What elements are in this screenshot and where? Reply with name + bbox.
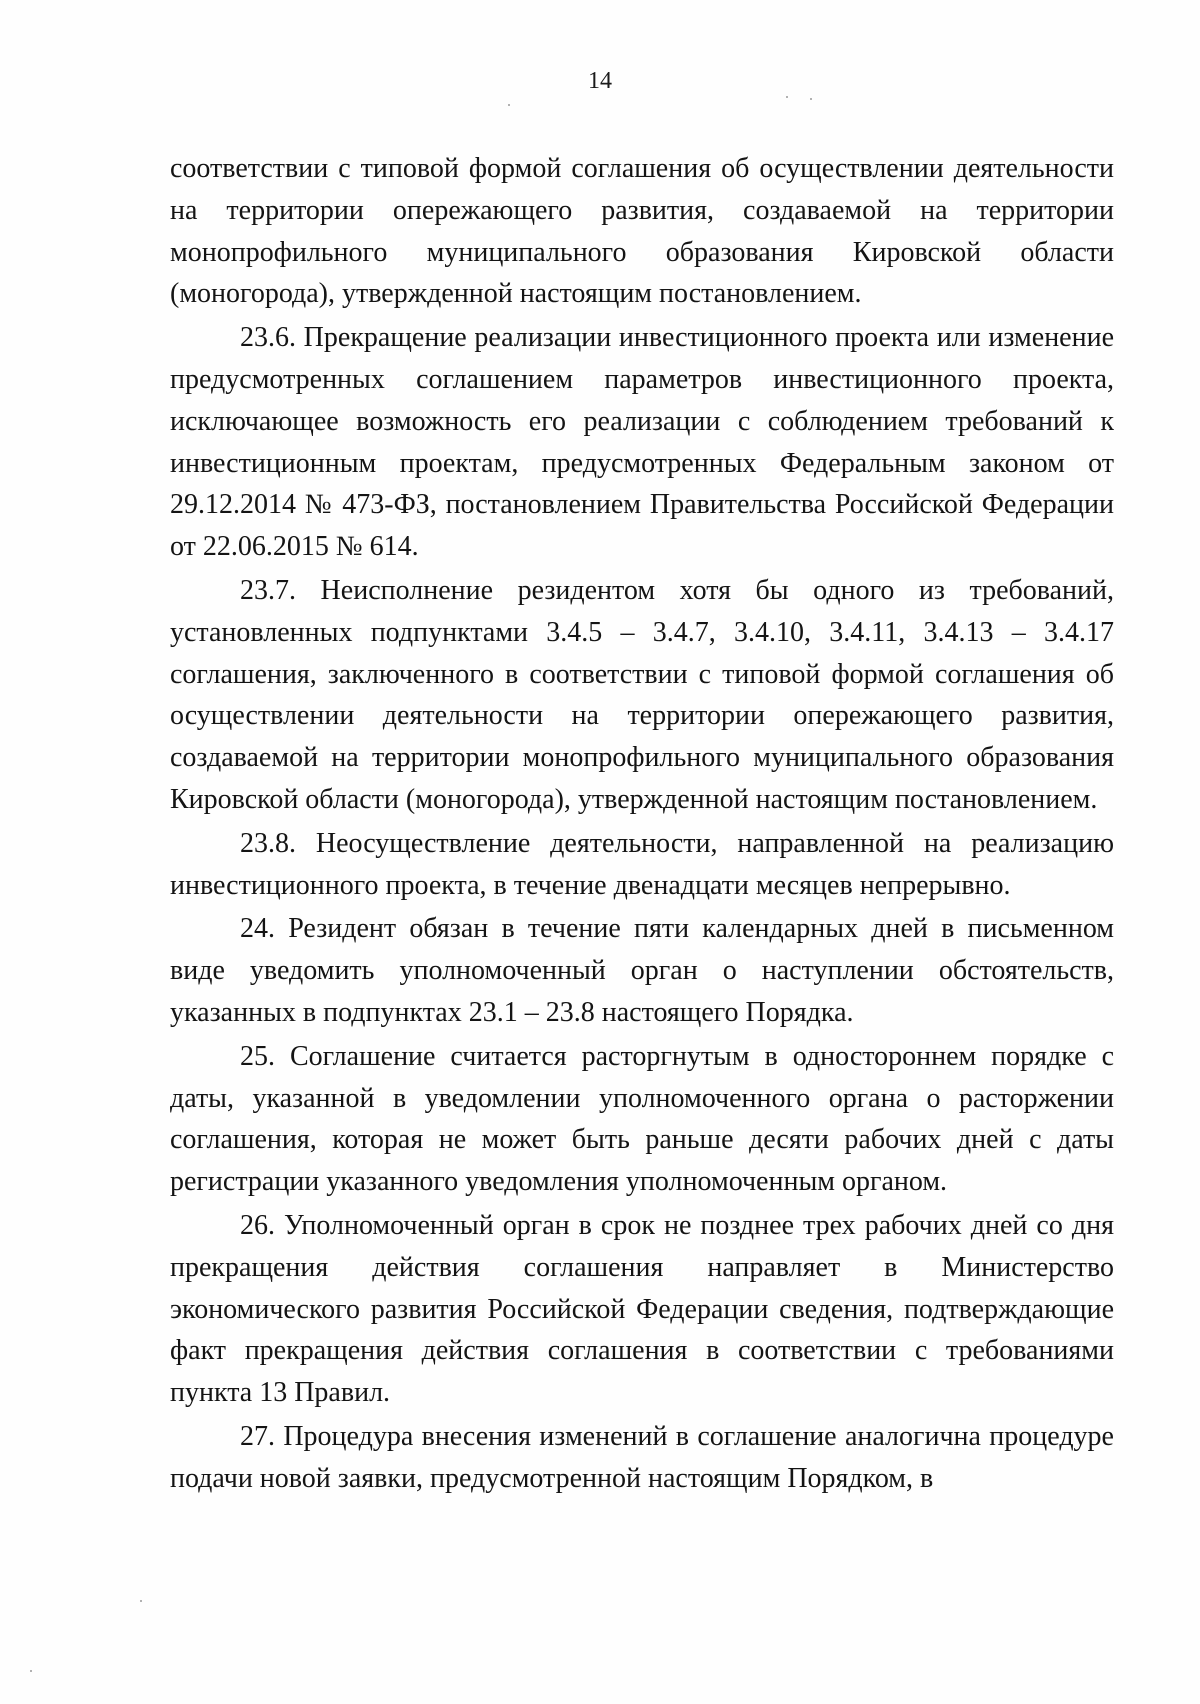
- paragraph-23-6: 23.6. Прекращение реализации инвестиционного проекта или изменение предусмотренных соглашением параметров инвестиционного проекта, исключающее возможность его реализации с соблюдением требований к инвестиционным проектам, предусмотренных Федеральным законом от 29.12.2014 № 473-ФЗ, постановлением Правительства Российской Федерации от 22.06.2015 № 614.: [170, 322, 1114, 563]
- document-body: [170, 148, 1114, 1500]
- paragraph-25: 25. Соглашение считается расторгнутым в одностороннем порядке с даты, указанной в уведомлении уполномоченного органа о расторжении соглашения, которая не может быть раньше десяти рабочих дней с даты регистрации указанного уведомления уполномоченным органом.: [170, 1040, 1114, 1198]
- scan-speck: [786, 96, 788, 98]
- scan-speck: [508, 104, 510, 106]
- paragraph-23-7: 23.7. Неисполнение резидентом хотя бы одного из требований, установленных подпунктами 3.4.5 – 3.4.7, 3.4.10, 3.4.11, 3.4.13 – 3.4.17 соглашения, заключенного в соответствии с типовой формой соглашения об осуществлении деятельности на территории опережающего развития, создаваемой на территории монопрофильного муниципального образования Кировской области (моногорода), утвержденной настоящим постановлением.: [170, 574, 1114, 815]
- paragraph-24: 24. Резидент обязан в течение пяти календарных дней в письменном виде уведомить уполномоченный орган о наступлении обстоятельств, указанных в подпунктах 23.1 – 23.8 настоящего Порядка.: [170, 913, 1114, 1028]
- scan-speck: [30, 1670, 32, 1672]
- scan-speck: [140, 1600, 142, 1602]
- paragraph-26: 26. Уполномоченный орган в срок не позднее трех рабочих дней со дня прекращения действия соглашения направляет в Министерство экономического развития Российской Федерации сведения, подтверждающие факт прекращения действия соглашения в соответствии с требованиями пункта 13 Правил.: [170, 1209, 1114, 1409]
- paragraph-continuation: соответствии с типовой формой соглашения об осуществлении деятельности на территории опережающего развития, создаваемой на территории монопрофильного муниципального образования Кировской области (моногорода), утвержденной настоящим постановлением.: [170, 153, 1114, 310]
- page-number: 14: [588, 68, 612, 94]
- paragraph-27: 27. Процедура внесения изменений в соглашение аналогична процедуре подачи новой заявки, предусмотренной настоящим Порядком, в: [170, 1420, 1114, 1494]
- paragraph-23-8: 23.8. Неосуществление деятельности, направленной на реализацию инвестиционного проекта, в течение двенадцати месяцев непрерывно.: [170, 827, 1114, 901]
- scan-speck: [810, 98, 812, 100]
